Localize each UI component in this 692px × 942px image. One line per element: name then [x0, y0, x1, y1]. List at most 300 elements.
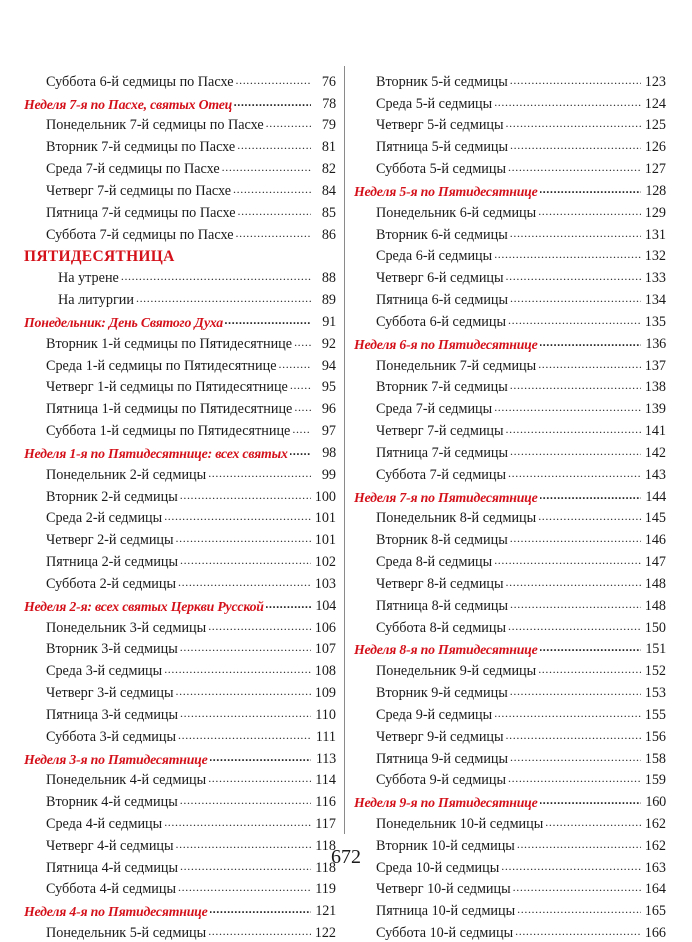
- toc-page-number: 123: [644, 73, 666, 90]
- dot-leader: [164, 816, 311, 830]
- toc-page-number: 113: [315, 750, 336, 767]
- column-divider: [344, 66, 345, 834]
- toc-entry-title: Среда 10-й седмицы: [376, 859, 500, 876]
- toc-entry: [354, 134, 666, 156]
- dot-leader: [510, 74, 641, 88]
- toc-page-number: 137: [644, 357, 666, 374]
- toc-entry-title: Суббота 6-й седмицы: [376, 313, 507, 330]
- dot-leader: [178, 881, 311, 895]
- toc-entry: [354, 724, 666, 746]
- toc-page-number: 96: [321, 401, 336, 418]
- toc-entry-title: Пятница 1-й седмицы по Пятидесятнице: [46, 401, 293, 418]
- dot-leader: [176, 685, 311, 699]
- toc-entry-title: Четверг 5-й седмицы: [376, 117, 504, 134]
- toc-page-number: 106: [314, 619, 336, 636]
- toc-entry: [354, 702, 666, 724]
- toc-page-number: 162: [644, 837, 666, 854]
- toc-page-number: 100: [314, 488, 336, 505]
- toc-heading: [354, 178, 666, 200]
- toc-entry-title: Пятница 3-й седмицы: [46, 706, 179, 723]
- toc-heading: [354, 331, 666, 353]
- toc-page-number: 146: [644, 532, 666, 549]
- toc-page-number: 84: [321, 182, 336, 199]
- toc-entry-title: Четверг 6-й седмицы: [376, 270, 504, 287]
- toc-entry: [24, 658, 336, 680]
- toc-entry: [24, 724, 336, 746]
- toc-page-number: 86: [321, 226, 336, 243]
- toc-entry-title: Суббота 6-й седмицы по Пасхе: [46, 73, 234, 90]
- toc-entry: [24, 637, 336, 659]
- toc-page-number: 158: [644, 750, 666, 767]
- dot-leader: [236, 74, 312, 88]
- toc-page-number: 85: [321, 204, 336, 221]
- toc-entry: [354, 309, 666, 331]
- toc-entry-title: Неделя 5-я по Пятидесятнице: [354, 183, 538, 199]
- toc-page-number: 143: [644, 466, 666, 483]
- dot-leader: [517, 903, 641, 917]
- dot-leader: [506, 729, 641, 743]
- toc-entry-title: На литургии: [58, 292, 134, 309]
- dot-leader: [510, 139, 641, 153]
- dot-leader: [510, 532, 641, 546]
- toc-page-number: 162: [644, 815, 666, 832]
- toc-entry-title: Вторник 7-й седмицы по Пасхе: [46, 139, 236, 156]
- toc-entry: [354, 396, 666, 418]
- page-number: 672: [331, 846, 361, 868]
- toc-entry-title: Понедельник 7-й седмицы по Пасхе: [46, 117, 264, 134]
- toc-entry: [354, 746, 666, 768]
- toc-entry-title: Неделя 2-я: всех святых Церкви Русской: [24, 598, 264, 614]
- dot-leader: [136, 292, 311, 306]
- toc-entry-title: Суббота 7-й седмицы: [376, 466, 507, 483]
- dot-leader: [510, 598, 641, 612]
- dot-leader: [180, 794, 311, 808]
- dot-leader: [494, 96, 641, 110]
- toc-entry-title: Суббота 8-й седмицы: [376, 619, 507, 636]
- dot-leader: [494, 248, 641, 262]
- toc-entry: [354, 156, 666, 178]
- toc-entry: [354, 571, 666, 593]
- toc-page-number: 139: [644, 401, 666, 418]
- toc-entry-title: Суббота 1-й седмицы по Пятидесятнице: [46, 423, 291, 440]
- dot-leader: [510, 751, 641, 765]
- toc-page-number: 125: [644, 117, 666, 134]
- toc-page-number: 142: [644, 444, 666, 461]
- dot-leader: [266, 598, 311, 612]
- dot-leader: [180, 707, 311, 721]
- toc-entry-title: Вторник 8-й седмицы: [376, 532, 508, 549]
- dot-leader: [494, 401, 641, 415]
- toc-page-number: 156: [644, 728, 666, 745]
- dot-leader: [233, 183, 311, 197]
- toc-entry: [354, 768, 666, 790]
- toc-entry: [24, 549, 336, 571]
- toc-entry-title: Вторник 7-й седмицы: [376, 379, 508, 396]
- toc-entry-title: Четверг 8-й седмицы: [376, 575, 504, 592]
- dot-leader: [210, 903, 311, 917]
- dot-leader: [180, 641, 311, 655]
- toc-page-number: 155: [644, 706, 666, 723]
- toc-entry: [24, 418, 336, 440]
- toc-entry: [24, 680, 336, 702]
- toc-entry-title: Неделя 7-я по Пасхе, святых Отец: [24, 96, 233, 112]
- toc-entry-title: Вторник 10-й седмицы: [376, 837, 515, 854]
- dot-leader: [238, 205, 311, 219]
- toc-entry-title: Пятница 9-й седмицы: [376, 750, 509, 767]
- dot-leader: [290, 445, 311, 459]
- toc-page-number: 119: [315, 881, 336, 898]
- toc-entry-title: ПЯТИДЕСЯТНИЦА: [24, 248, 175, 266]
- dot-leader: [279, 358, 312, 372]
- toc-entry: [354, 527, 666, 549]
- toc-entry: [24, 877, 336, 899]
- toc-page-number: 89: [321, 292, 336, 309]
- toc-page-number: 108: [314, 663, 336, 680]
- toc-page-number: 128: [645, 182, 666, 199]
- toc-entry-title: Вторник 4-й седмицы: [46, 794, 178, 811]
- dot-leader: [176, 532, 311, 546]
- toc-entry-title: Понедельник 5-й седмицы: [46, 925, 207, 942]
- toc-entry-title: Неделя 9-я по Пятидесятнице: [354, 795, 538, 811]
- toc-entry: [354, 200, 666, 222]
- toc-entry-title: Вторник 5-й седмицы: [376, 73, 508, 90]
- toc-heading: [24, 593, 336, 615]
- dot-leader: [508, 772, 641, 786]
- toc-entry-title: Четверг 9-й седмицы: [376, 728, 504, 745]
- toc-page-number: 138: [644, 379, 666, 396]
- toc-page-number: 141: [644, 423, 666, 440]
- dot-leader: [540, 489, 641, 503]
- toc-entry-title: Неделя 4-я по Пятидесятнице: [24, 904, 208, 920]
- toc-entry-title: Вторник 3-й седмицы: [46, 641, 178, 658]
- toc-page-number: 126: [644, 139, 666, 156]
- dot-leader: [164, 663, 311, 677]
- dot-leader: [180, 554, 311, 568]
- toc-entry-title: Четверг 2-й седмицы: [46, 532, 174, 549]
- toc-entry-title: Неделя 8-я по Пятидесятнице: [354, 642, 538, 658]
- toc-entry-title: Вторник 2-й седмицы: [46, 488, 178, 505]
- toc-entry: [354, 920, 666, 942]
- toc-page-number: 94: [321, 357, 336, 374]
- toc-entry-title: Четверг 4-й седмицы: [46, 837, 174, 854]
- toc-page-number: 153: [644, 685, 666, 702]
- toc-heading: [354, 484, 666, 506]
- toc-page-number: 134: [644, 292, 666, 309]
- dot-leader: [510, 379, 641, 393]
- toc-page-number: 101: [314, 510, 336, 527]
- dot-leader: [234, 96, 311, 110]
- toc-page-number: 135: [644, 313, 666, 330]
- dot-leader: [510, 685, 641, 699]
- toc-entry: [354, 91, 666, 113]
- toc-page-number: 152: [644, 663, 666, 680]
- toc-entry-title: Неделя 7-я по Пятидесятнице: [354, 489, 538, 505]
- toc-page-number: 148: [644, 575, 666, 592]
- toc-entry: [24, 375, 336, 397]
- toc-entry-title: Суббота 3-й седмицы: [46, 728, 177, 745]
- dot-leader: [540, 641, 641, 655]
- toc-page-number: 102: [314, 554, 336, 571]
- toc-entry: [354, 244, 666, 266]
- toc-entry: [354, 440, 666, 462]
- toc-entry: [24, 484, 336, 506]
- toc-entry: [24, 789, 336, 811]
- toc-entry-title: Среда 4-й седмицы: [46, 815, 163, 832]
- dot-leader: [513, 881, 641, 895]
- toc-page-number: 104: [315, 597, 336, 614]
- toc-heading: [24, 440, 336, 462]
- toc-entry: [354, 222, 666, 244]
- toc-entry-title: Среда 8-й седмицы: [376, 554, 493, 571]
- dot-leader: [294, 336, 311, 350]
- toc-entry: [354, 549, 666, 571]
- toc-entry-title: Понедельник 8-й седмицы: [376, 510, 537, 527]
- toc-page-number: 132: [644, 248, 666, 265]
- toc-page-number: 92: [321, 335, 336, 352]
- dot-leader: [178, 576, 311, 590]
- toc-heading: [24, 898, 336, 920]
- toc-entry-title: Среда 6-й седмицы: [376, 248, 493, 265]
- toc-page-number: 91: [322, 313, 336, 330]
- toc-page-number: 99: [321, 466, 336, 483]
- toc-entry: [354, 353, 666, 375]
- toc-page-number: 159: [644, 772, 666, 789]
- toc-page-number: 122: [314, 925, 336, 942]
- toc-entry-title: Понедельник 2-й седмицы: [46, 466, 207, 483]
- toc-entry: [24, 222, 336, 244]
- dot-leader: [225, 314, 311, 328]
- toc-entry: [24, 113, 336, 135]
- toc-page-number: 97: [321, 423, 336, 440]
- dot-leader: [208, 772, 311, 786]
- dot-leader: [294, 401, 311, 415]
- dot-leader: [508, 161, 641, 175]
- toc-entry-title: Пятница 7-й седмицы: [376, 444, 509, 461]
- toc-entry-title: Пятница 5-й седмицы: [376, 139, 509, 156]
- toc-page-number: 145: [644, 510, 666, 527]
- toc-page-number: 136: [645, 335, 666, 352]
- dot-leader: [178, 729, 311, 743]
- toc-page-number: 129: [644, 204, 666, 221]
- toc-entry-title: Понедельник 6-й седмицы: [376, 204, 537, 221]
- toc-page-number: 107: [314, 641, 336, 658]
- toc-page-number: 79: [321, 117, 336, 134]
- toc-entry-title: Понедельник 3-й седмицы: [46, 619, 207, 636]
- toc-entry-title: Пятница 7-й седмицы по Пасхе: [46, 204, 236, 221]
- toc-entry-title: Суббота 10-й седмицы: [376, 925, 514, 942]
- toc-entry-title: Суббота 2-й седмицы: [46, 575, 177, 592]
- toc-entry-title: Неделя 3-я по Пятидесятнице: [24, 751, 208, 767]
- toc-page-number: 121: [315, 903, 336, 920]
- toc-entry-title: Среда 3-й седмицы: [46, 663, 163, 680]
- toc-entry-title: Пятница 2-й седмицы: [46, 554, 179, 571]
- toc-section-title: [24, 244, 336, 266]
- toc-heading: [24, 309, 336, 331]
- toc-entry: [24, 200, 336, 222]
- dot-leader: [540, 336, 641, 350]
- toc-page-number: 166: [644, 925, 666, 942]
- toc-entry: [354, 69, 666, 91]
- toc-entry-title: Пятница 8-й седмицы: [376, 597, 509, 614]
- dot-leader: [180, 489, 311, 503]
- toc-entry: [24, 178, 336, 200]
- toc-page-number: 116: [315, 794, 336, 811]
- toc-entry-title: Понедельник 10-й седмицы: [376, 815, 544, 832]
- dot-leader: [208, 467, 311, 481]
- toc-entry: [354, 418, 666, 440]
- toc-entry: [24, 396, 336, 418]
- toc-page-number: 78: [322, 95, 336, 112]
- toc-page-number: 88: [321, 270, 336, 287]
- toc-page-number: 151: [645, 641, 666, 658]
- toc-entry: [24, 331, 336, 353]
- toc-entry: [24, 265, 336, 287]
- toc-page-number: 165: [644, 903, 666, 920]
- toc-entry-title: Среда 5-й седмицы: [376, 95, 493, 112]
- dot-leader: [506, 117, 641, 131]
- toc-entry-title: Четверг 7-й седмицы по Пасхе: [46, 182, 232, 199]
- toc-entry-title: Вторник 1-й седмицы по Пятидесятнице: [46, 335, 293, 352]
- toc-entry-title: Суббота 7-й седмицы по Пасхе: [46, 226, 234, 243]
- toc-page-number: 148: [644, 597, 666, 614]
- toc-entry: [354, 375, 666, 397]
- toc-page-number: 147: [644, 554, 666, 571]
- toc-entry-title: Суббота 5-й седмицы: [376, 161, 507, 178]
- toc-entry-title: Пятница 6-й седмицы: [376, 292, 509, 309]
- toc-entry-title: Пятница 4-й седмицы: [46, 859, 179, 876]
- toc-page-number: 164: [644, 881, 666, 898]
- dot-leader: [494, 707, 641, 721]
- toc-heading: [24, 91, 336, 113]
- toc-page-number: 103: [314, 575, 336, 592]
- toc-entry: [24, 156, 336, 178]
- toc-entry-title: Понедельник 4-й седмицы: [46, 772, 207, 789]
- toc-page-number: 114: [315, 772, 336, 789]
- dot-leader: [510, 227, 641, 241]
- toc-page-number: 127: [644, 161, 666, 178]
- toc-entry-title: Среда 2-й седмицы: [46, 510, 163, 527]
- toc-entry-title: Понедельник 9-й седмицы: [376, 663, 537, 680]
- toc-page-number: 160: [645, 794, 666, 811]
- toc-entry-title: Четверг 10-й седмицы: [376, 881, 511, 898]
- dot-leader: [290, 379, 311, 393]
- toc-page-number: 110: [315, 706, 336, 723]
- toc-entry: [24, 462, 336, 484]
- dot-leader: [237, 139, 311, 153]
- toc-entry-title: Среда 9-й седмицы: [376, 706, 493, 723]
- dot-leader: [292, 423, 311, 437]
- toc-entry: [24, 353, 336, 375]
- toc-entry-title: Среда 1-й седмицы по Пятидесятнице: [46, 357, 277, 374]
- toc-page-number: 111: [315, 728, 336, 745]
- toc-entry: [354, 898, 666, 920]
- toc-page-number: 133: [644, 270, 666, 287]
- toc-page-number: 117: [315, 815, 336, 832]
- dot-leader: [540, 183, 641, 197]
- toc-page-number: 95: [321, 379, 336, 396]
- toc-entry-title: Неделя 1-я по Пятидесятнице: всех святых: [24, 445, 288, 461]
- toc-page-number: 109: [314, 685, 336, 702]
- dot-leader: [210, 751, 311, 765]
- toc-entry-title: Неделя 6-я по Пятидесятнице: [354, 336, 538, 352]
- dot-leader: [508, 314, 641, 328]
- toc-entry-title: Суббота 4-й седмицы: [46, 881, 177, 898]
- toc-entry-title: Суббота 9-й седмицы: [376, 772, 507, 789]
- dot-leader: [121, 270, 311, 284]
- toc-entry-title: Среда 7-й седмицы по Пасхе: [46, 161, 220, 178]
- toc-page-number: 98: [322, 444, 336, 461]
- toc-entry: [24, 527, 336, 549]
- toc-page-number: 82: [321, 161, 336, 178]
- toc-entry-title: Четверг 3-й седмицы: [46, 685, 174, 702]
- toc-entry: [354, 506, 666, 528]
- dot-leader: [506, 270, 641, 284]
- toc-entry: [354, 287, 666, 309]
- toc-entry: [354, 593, 666, 615]
- toc-entry: [24, 571, 336, 593]
- toc-page-number: 118: [315, 837, 336, 854]
- dot-leader: [506, 423, 641, 437]
- dot-leader: [208, 925, 311, 939]
- toc-left-column: [24, 69, 336, 942]
- dot-leader: [540, 794, 641, 808]
- toc-page-number: 76: [321, 73, 336, 90]
- toc-page-number: 144: [645, 488, 666, 505]
- toc-page-number: 118: [315, 859, 336, 876]
- dot-leader: [164, 510, 311, 524]
- toc-page-number: 163: [644, 859, 666, 876]
- dot-leader: [538, 205, 641, 219]
- toc-entry: [24, 506, 336, 528]
- dot-leader: [506, 576, 641, 590]
- toc-entry: [24, 69, 336, 91]
- toc-page-number: 81: [321, 139, 336, 156]
- dot-leader: [222, 161, 311, 175]
- toc-right-column: [354, 69, 666, 942]
- dot-leader: [510, 292, 641, 306]
- toc-heading: [24, 746, 336, 768]
- dot-leader: [510, 445, 641, 459]
- toc-entry-title: Четверг 7-й седмицы: [376, 423, 504, 440]
- toc-entry: [354, 615, 666, 637]
- toc-entry-title: Понедельник 7-й седмицы: [376, 357, 537, 374]
- toc-entry: [354, 680, 666, 702]
- toc-entry-title: На утрене: [58, 270, 119, 287]
- toc-entry: [24, 702, 336, 724]
- dot-leader: [508, 620, 641, 634]
- toc-page-number: 150: [644, 619, 666, 636]
- dot-leader: [508, 467, 641, 481]
- toc-page-number: 131: [644, 226, 666, 243]
- dot-leader: [538, 663, 641, 677]
- dot-leader: [494, 554, 641, 568]
- dot-leader: [538, 358, 641, 372]
- toc-entry: [354, 265, 666, 287]
- toc-entry-title: Вторник 6-й седмицы: [376, 226, 508, 243]
- toc-entry: [24, 811, 336, 833]
- toc-entry: [354, 113, 666, 135]
- dot-leader: [266, 117, 311, 131]
- toc-entry: [24, 920, 336, 942]
- toc-page-number: 124: [644, 95, 666, 112]
- toc-entry: [24, 768, 336, 790]
- toc-entry: [24, 134, 336, 156]
- toc-page-number: 101: [314, 532, 336, 549]
- toc-entry: [354, 462, 666, 484]
- dot-leader: [236, 227, 312, 241]
- toc-entry: [24, 287, 336, 309]
- toc-heading: [354, 789, 666, 811]
